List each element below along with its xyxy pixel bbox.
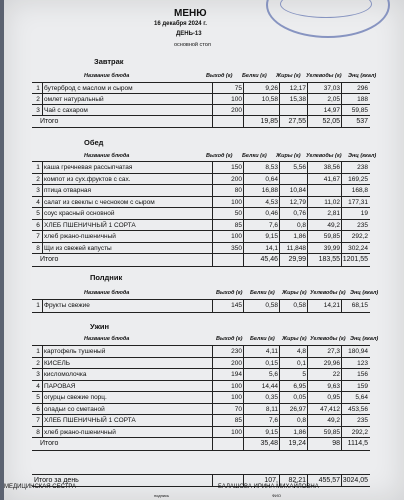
row-number: 4 [36, 382, 40, 390]
total-energy: 1114,5 [347, 440, 368, 447]
dish-name: компот из сух.фруктов с сах. [44, 175, 131, 183]
dish-fats: 0,8 [296, 221, 306, 229]
menu-date: 16 декабря 2024 г. [154, 21, 207, 27]
dish-output: 194 [231, 371, 242, 378]
dish-proteins: 4,53 [265, 198, 278, 206]
menu-subtitle: основной стол [174, 42, 211, 48]
dish-proteins: 9,15 [265, 428, 278, 436]
row-number: 2 [36, 96, 40, 103]
dish-name: ХЛЕБ ПШЕНИЧНЫЙ 1 СОРТА [44, 221, 136, 229]
dish-carbs: 22 [332, 371, 340, 378]
dish-proteins: 0,64 [265, 175, 278, 183]
row-number: 2 [36, 175, 40, 183]
col-output: Выход (г) [206, 153, 233, 159]
dish-carbs: 41,67 [323, 175, 340, 183]
dish-name: огурцы свежие порц. [44, 394, 107, 401]
dish-carbs: 27,3 [327, 348, 340, 355]
row-number: 5 [36, 394, 40, 401]
col-energy: Энц (ккал) [348, 153, 377, 159]
dish-carbs: 29,96 [323, 359, 340, 367]
col-proteins: Белки (г) [250, 290, 275, 296]
dish-carbs: 14,97 [323, 107, 340, 114]
dish-name: бутерброд с маслом и сыром [44, 85, 133, 92]
dish-fats: 4,8 [296, 348, 306, 355]
dish-output: 70 [234, 405, 242, 413]
dish-energy: 292,2 [351, 428, 368, 436]
dish-name: соус красный основной [44, 210, 115, 217]
total-fats: 19,24 [288, 440, 306, 447]
footer-fio-label: ФИО [272, 493, 282, 498]
dish-fats: 5 [302, 371, 306, 378]
dish-energy: 5,64 [355, 394, 368, 401]
dish-energy: 159 [357, 382, 368, 390]
dish-energy: 235 [357, 417, 368, 424]
dish-energy: 123 [357, 359, 368, 367]
col-fats: Жиры (г) [276, 153, 301, 159]
grand-total-label: Итого за день [34, 477, 79, 484]
dish-carbs: 47,412 [320, 405, 340, 413]
dish-fats: 0,8 [296, 417, 306, 424]
dish-energy: 19 [360, 210, 368, 217]
dish-energy: 169,25 [348, 175, 368, 183]
row-number: 7 [36, 233, 40, 240]
col-output: Выход (г) [206, 73, 233, 79]
menu-day: ДЕНЬ-13 [176, 31, 202, 37]
col-carbs: Углеводы (г) [310, 290, 346, 296]
dish-proteins: 8,11 [265, 405, 278, 413]
menu-title: МЕНЮ [174, 8, 207, 19]
row-number: 3 [36, 107, 40, 114]
dish-proteins: 8,53 [265, 164, 278, 171]
total-label: Итого [40, 118, 59, 125]
dish-proteins: 14,44 [261, 382, 278, 390]
total-carbs: 98 [332, 440, 340, 447]
dish-carbs: 9,63 [327, 382, 340, 390]
dish-name: картофель тушеный [44, 348, 106, 355]
dish-energy: 188 [357, 96, 368, 103]
dish-fats: 5,56 [293, 164, 306, 171]
col-name: Название блюда [84, 73, 130, 79]
grand-total [32, 474, 370, 487]
dish-energy: 235 [357, 221, 368, 229]
lunch-title: Обед [84, 138, 104, 147]
col-energy: Энц (ккал) [350, 336, 379, 342]
dish-energy: 59,85 [351, 107, 368, 114]
col-carbs: Углеводы (г) [306, 73, 342, 79]
dish-energy: 156 [357, 371, 368, 378]
menu-sheet [4, 0, 404, 500]
dish-fats: 15,38 [289, 96, 306, 103]
dish-name: ХЛЕБ ПШЕНИЧНЫЙ 1 СОРТА [44, 417, 136, 424]
col-proteins: Белки (г) [242, 73, 267, 79]
dish-fats: 0,05 [293, 394, 306, 401]
dish-name: салат из свеклы с чесноком с сыром [44, 198, 155, 206]
dish-proteins: 0,35 [265, 394, 278, 401]
dish-output: 80 [234, 187, 242, 194]
dish-name: КИСЕЛЬ [44, 359, 71, 367]
col-name: Название блюда [84, 290, 130, 296]
dish-output: 85 [234, 221, 242, 229]
total-row [32, 437, 370, 451]
row-number: 4 [36, 198, 40, 206]
dish-proteins: 0,46 [265, 210, 278, 217]
footer-name: БАЛАШОВА ИРИНА МИХАЙЛОВНА [218, 484, 319, 490]
dish-name: Чай с сахаром [44, 107, 88, 114]
dish-carbs: 49,2 [327, 221, 340, 229]
dish-name: Щи из свежей капусты [44, 244, 112, 252]
dish-proteins: 4,11 [265, 348, 278, 355]
row-number: 7 [36, 417, 40, 424]
table-row [32, 299, 370, 313]
dish-carbs: 49,2 [327, 417, 340, 424]
dish-fats: 11,848 [286, 244, 306, 252]
snack-title: Полдник [90, 273, 123, 282]
dish-proteins: 5,6 [268, 371, 278, 378]
dish-proteins: 9,26 [265, 85, 278, 92]
dish-proteins: 7,6 [268, 221, 278, 229]
row-number: 6 [36, 221, 40, 229]
dish-fats: 12,79 [289, 198, 306, 206]
row-number: 3 [36, 371, 40, 378]
col-energy: Энц (ккал) [348, 73, 377, 79]
total-energy: 1201,55 [342, 256, 368, 263]
col-fats: Жиры (г) [282, 336, 307, 342]
total-row [32, 115, 370, 128]
col-proteins: Белки (г) [242, 153, 267, 159]
grand-total-energy: 3024,05 [342, 477, 368, 484]
dish-energy: 168,8 [351, 187, 368, 194]
dish-carbs: 2,05 [327, 96, 340, 103]
col-name: Название блюда [84, 336, 130, 342]
col-energy: Энц (ккал) [350, 290, 379, 296]
dish-name: хлеб ржано-пшеничный [44, 428, 116, 436]
footer-signature-label: подпись [154, 493, 170, 498]
dish-output: 85 [234, 417, 242, 424]
row-number: 2 [36, 359, 40, 367]
dish-output: 150 [231, 164, 242, 171]
dish-energy: 296 [357, 85, 368, 92]
dish-energy: 180,94 [348, 348, 368, 355]
dish-fats: 6,95 [293, 382, 306, 390]
dish-carbs: 38,56 [323, 164, 340, 171]
dish-energy: 292,2 [351, 233, 368, 240]
dish-proteins: 7,6 [268, 417, 278, 424]
dish-output: 75 [234, 85, 242, 92]
dish-carbs: 2,81 [327, 210, 340, 217]
total-label: Итого [40, 440, 59, 447]
row-number: 1 [36, 348, 40, 355]
dish-output: 200 [231, 359, 242, 367]
dish-output: 200 [231, 175, 242, 183]
row-number: 3 [36, 187, 40, 194]
dish-output: 100 [231, 428, 242, 436]
dish-output: 200 [231, 107, 242, 114]
dish-output: 350 [231, 244, 242, 252]
dish-fats: 12,17 [289, 85, 306, 92]
dish-fats: 10,84 [289, 187, 306, 194]
dish-name: кисломолочка [44, 371, 87, 378]
dish-name: омлет натуральный [44, 96, 104, 103]
dish-output: 230 [231, 348, 242, 355]
dish-output: 100 [231, 382, 242, 390]
dish-fats: 1,86 [293, 428, 306, 436]
dish-proteins: 0,15 [265, 359, 278, 367]
col-carbs: Углеводы (г) [310, 336, 346, 342]
row-number: 6 [36, 405, 40, 413]
total-fats: 29,99 [288, 256, 306, 263]
col-name: Название блюда [84, 153, 130, 159]
total-proteins: 35,48 [260, 440, 278, 447]
row-number: 1 [36, 164, 40, 171]
footer-nurse: МЕДИЦИНСКАЯ СЕСТРА [4, 484, 77, 490]
grand-total-carbs: 455,57 [318, 477, 340, 484]
col-output: Выход (г) [216, 336, 243, 342]
dish-fats: 1,86 [293, 233, 306, 240]
total-label: Итого [40, 256, 59, 263]
dish-name: ПАРОВАЯ [44, 382, 76, 390]
dish-proteins: 9,15 [265, 233, 278, 240]
dinner-title: Ужин [90, 322, 110, 331]
col-carbs: Углеводы (г) [306, 153, 342, 159]
row-number: 1 [36, 85, 40, 92]
dish-fats: 0,1 [296, 359, 306, 367]
dish-fats: 0,58 [293, 302, 306, 309]
dish-energy: 302,24 [348, 244, 368, 252]
total-fats: 27,55 [288, 118, 306, 125]
row-number: 5 [36, 210, 40, 217]
col-output: Выход (г) [216, 290, 243, 296]
dish-proteins: 14,1 [265, 244, 278, 252]
dish-energy: 177,31 [348, 198, 368, 206]
dish-fats: 0,76 [293, 210, 306, 217]
dish-carbs: 59,85 [323, 428, 340, 436]
grand-total-fats: 82,21 [288, 477, 306, 484]
dish-carbs: 37,03 [323, 85, 340, 92]
dish-name: оладьи со сметаной [44, 405, 105, 413]
dish-carbs: 11,02 [324, 198, 340, 206]
total-carbs: 52,05 [322, 118, 340, 125]
total-carbs: 183,55 [318, 256, 340, 263]
dish-energy: 68,15 [351, 302, 368, 309]
dish-energy: 238 [357, 164, 368, 171]
row-number: 8 [36, 428, 40, 436]
dish-proteins: 0,58 [265, 302, 278, 309]
dish-carbs: 14,21 [323, 302, 340, 309]
dish-name: птица отварная [44, 187, 92, 194]
dish-proteins: 16,88 [261, 187, 278, 194]
dish-name: Фрукты свежие [44, 302, 90, 309]
total-energy: 537 [356, 118, 368, 125]
dish-output: 100 [231, 394, 242, 401]
stamp [266, 0, 390, 38]
breakfast-title: Завтрак [94, 57, 124, 66]
dish-carbs: 0,95 [327, 394, 340, 401]
dish-output: 100 [231, 233, 242, 240]
dish-fats: 26,97 [289, 405, 306, 413]
dish-energy: 453,56 [348, 405, 368, 413]
dish-output: 145 [231, 302, 242, 309]
stamp-text [315, 0, 337, 1]
dish-carbs: 59,85 [323, 233, 340, 240]
dish-name: хлеб ржано-пшеничный [44, 233, 116, 240]
row-number: 8 [36, 244, 40, 252]
stamp-inner [280, 0, 372, 18]
col-proteins: Белки (г) [250, 336, 275, 342]
dish-output: 100 [231, 198, 242, 206]
total-proteins: 45,46 [260, 256, 278, 263]
total-row [32, 253, 370, 267]
dish-output: 50 [234, 210, 242, 217]
dish-output: 100 [231, 96, 242, 103]
grand-total-proteins: 107, [264, 477, 278, 484]
total-proteins: 19,85 [260, 118, 278, 125]
row-number: 1 [36, 302, 40, 309]
col-fats: Жиры (г) [276, 73, 301, 79]
dish-name: каша гречневая рассыпчатая [44, 164, 133, 171]
col-fats: Жиры (г) [282, 290, 307, 296]
dish-proteins: 10,58 [261, 96, 278, 103]
dish-carbs: 39,99 [323, 244, 340, 252]
